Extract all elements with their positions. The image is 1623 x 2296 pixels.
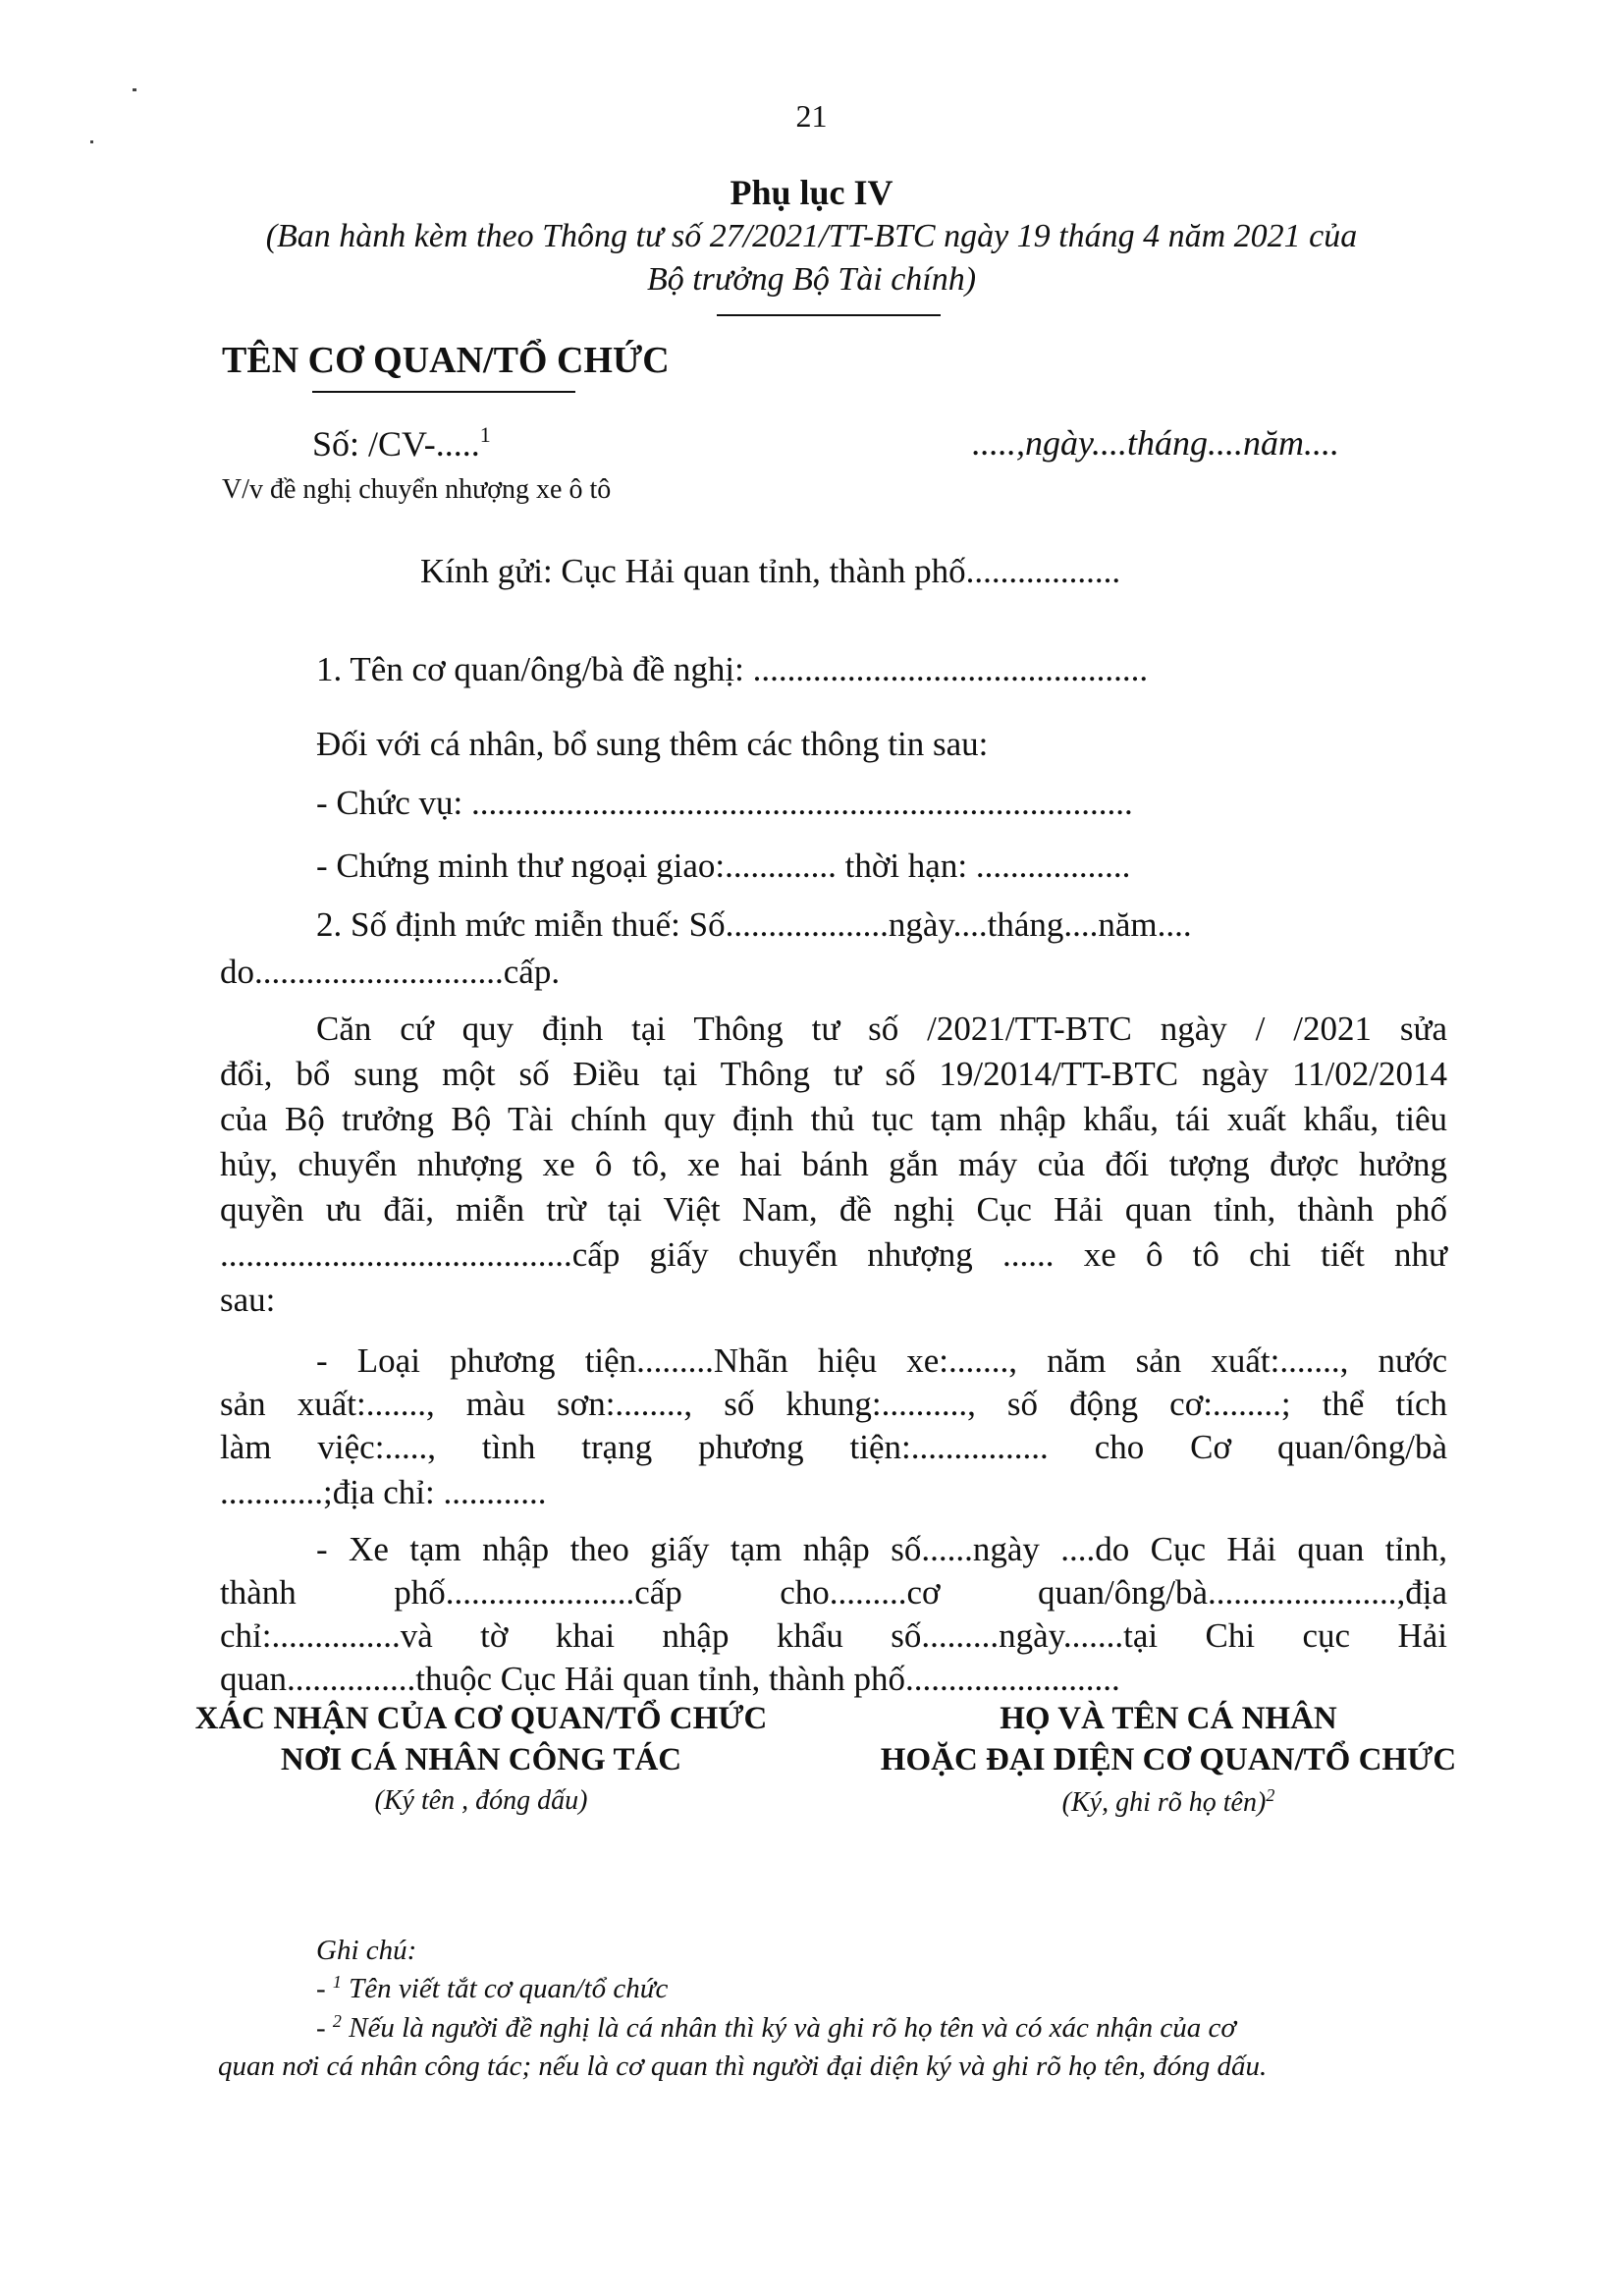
section2-line2: do.............................cấp. bbox=[220, 953, 561, 991]
note-2-line2: quan nơi cá nhân công tác; nếu là cơ quan thì người đại diện ký và ghi rõ họ tên, đóng dấu. bbox=[218, 2050, 1268, 2082]
scan-speck bbox=[90, 140, 93, 143]
basis-line3: của Bộ trưởng Bộ Tài chính quy định thủ tục tạm nhập khẩu, tái xuất khẩu, tiêu bbox=[220, 1100, 1447, 1138]
section1-position: - Chức vụ: ............................................................................. bbox=[316, 784, 1133, 822]
section1-id: - Chứng minh thư ngoại giao:............. thời hạn: .................. bbox=[316, 847, 1131, 885]
note-1-text: Tên viết tắt cơ quan/tổ chức bbox=[341, 1973, 669, 2004]
document-number-text: Số: /CV-..... bbox=[312, 424, 480, 464]
document-number bbox=[312, 422, 491, 465]
signature-right-title2: HOẶC ĐẠI DIỆN CƠ QUAN/TỔ CHỨC bbox=[880, 1742, 1457, 1777]
section1-name: 1. Tên cơ quan/ông/bà đề nghị: .............................................. bbox=[316, 650, 1149, 688]
date-line: .....,ngày....tháng....năm.... bbox=[972, 423, 1339, 463]
footnote-mark: 2 bbox=[1266, 1785, 1275, 1805]
org-name-divider bbox=[312, 391, 575, 393]
footnote-mark: 2 bbox=[332, 2011, 342, 2031]
basis-line1: Căn cứ quy định tại Thông tư số /2021/TT-BTC ngày / /2021 sửa bbox=[316, 1010, 1447, 1048]
note-2-prefix: - bbox=[316, 2012, 333, 2044]
basis-line5: quyền ưu đãi, miễn trừ tại Việt Nam, đề nghị Cục Hải quan tỉnh, thành phố bbox=[220, 1190, 1447, 1229]
import-line4: quan...............thuộc Cục Hải quan tỉnh, thành phố......................... bbox=[220, 1660, 1120, 1698]
basis-line4: hủy, chuyển nhượng xe ô tô, xe hai bánh gắn máy của đối tượng được hưởng bbox=[220, 1145, 1447, 1183]
signature-left-subtitle: (Ký tên , đóng dấu) bbox=[374, 1785, 588, 1816]
basis-line6: .........................................cấp giấy chuyển nhượng ...... xe ô tô chi tiết như bbox=[220, 1235, 1447, 1274]
recipient-line: Kính gửi: Cục Hải quan tỉnh, thành phố.................. bbox=[420, 552, 1121, 590]
import-line1: - Xe tạm nhập theo giấy tạm nhập số......ngày ....do Cục Hải quan tỉnh, bbox=[316, 1530, 1447, 1568]
note-1-prefix: - bbox=[316, 1973, 333, 2004]
vehicle-line3: làm việc:....., tình trạng phương tiện:................ cho Cơ quan/ông/bà bbox=[220, 1428, 1447, 1466]
basis-line2: đổi, bổ sung một số Điều tại Thông tư số 19/2014/TT-BTC ngày 11/02/2014 bbox=[220, 1055, 1447, 1093]
notes-heading: Ghi chú: bbox=[316, 1935, 417, 1966]
appendix-subtitle-line2: Bộ trưởng Bộ Tài chính) bbox=[646, 261, 977, 298]
subject-line: V/v đề nghị chuyển nhượng xe ô tô bbox=[222, 474, 612, 505]
import-line2: thành phố......................cấp cho.........cơ quan/ông/bà......................,địa bbox=[220, 1573, 1447, 1612]
signature-right-subtitle bbox=[825, 1785, 1512, 1819]
appendix-subtitle-line1: (Ban hành kèm theo Thông tư số 27/2021/TT-BTC ngày 19 tháng 4 năm 2021 của bbox=[265, 218, 1358, 254]
appendix-title: Phụ lục IV bbox=[730, 173, 893, 212]
vehicle-line1: - Loại phương tiện.........Nhãn hiệu xe:......., năm sản xuất:......., nước bbox=[316, 1341, 1447, 1380]
section1-note: Đối với cá nhân, bổ sung thêm các thông tin sau: bbox=[316, 725, 989, 763]
note-2 bbox=[316, 2011, 1236, 2045]
signature-right-subtitle-text: (Ký, ghi rõ họ tên) bbox=[1061, 1787, 1267, 1818]
signature-left-title2: NƠI CÁ NHÂN CÔNG TÁC bbox=[280, 1742, 682, 1777]
note-1 bbox=[316, 1972, 668, 2005]
org-name: TÊN CƠ QUAN/TỔ CHỨC bbox=[222, 340, 670, 381]
vehicle-line2: sản xuất:......., màu sơn:........, số khung:.........., số động cơ:........; thể tích bbox=[220, 1385, 1447, 1423]
footnote-mark: 1 bbox=[332, 1972, 342, 1992]
scan-speck bbox=[133, 88, 136, 91]
basis-line7: sau: bbox=[220, 1281, 276, 1319]
import-line3: chỉ:...............và tờ khai nhập khẩu số.........ngày.......tại Chi cục Hải bbox=[220, 1616, 1447, 1655]
page-number: 21 bbox=[795, 98, 828, 134]
vehicle-line4: ............;địa chỉ: ............ bbox=[220, 1473, 547, 1511]
section2-line1: 2. Số định mức miễn thuế: Số...................ngày....tháng....năm.... bbox=[316, 905, 1192, 944]
signature-left-title1: XÁC NHẬN CỦA CƠ QUAN/TỔ CHỨC bbox=[194, 1701, 768, 1736]
note-2-text: Nếu là người đề nghị là cá nhân thì ký và ghi rõ họ tên và có xác nhận của cơ bbox=[341, 2012, 1236, 2044]
signature-right-title1: HỌ VÀ TÊN CÁ NHÂN bbox=[1000, 1701, 1337, 1736]
appendix-divider bbox=[717, 314, 941, 316]
footnote-mark: 1 bbox=[479, 422, 491, 447]
